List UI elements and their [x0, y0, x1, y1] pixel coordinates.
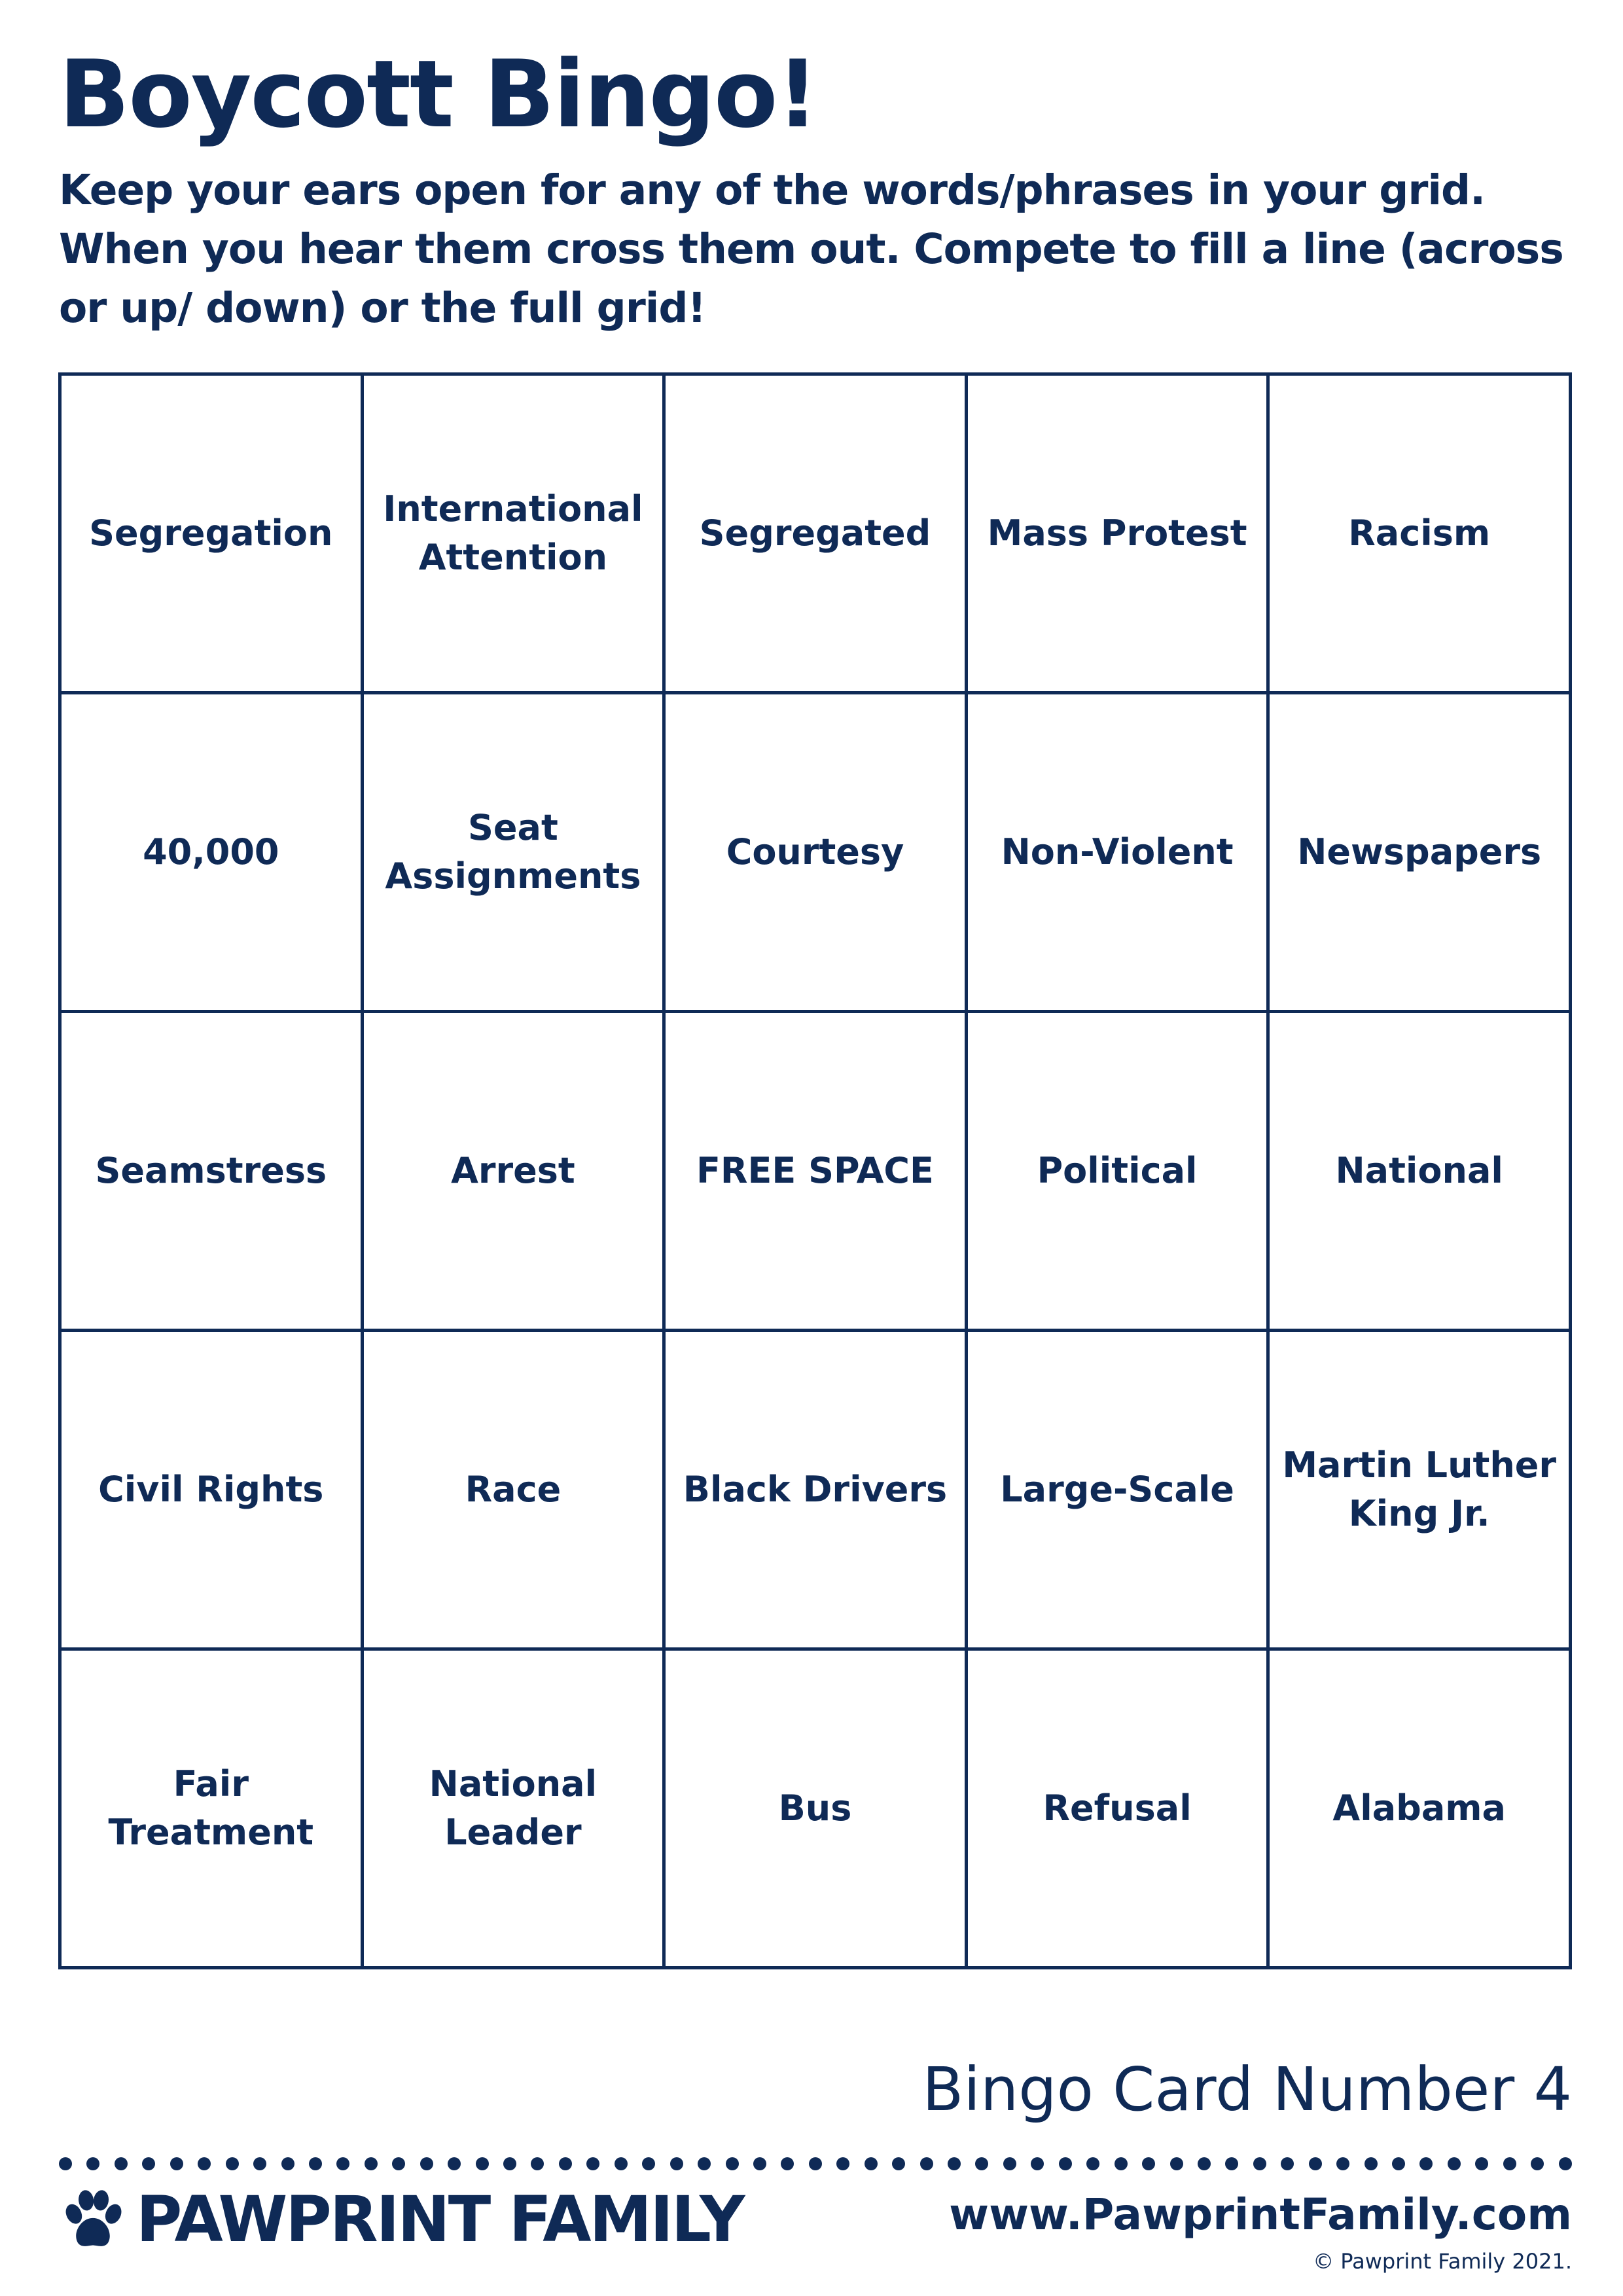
divider-dot: [1115, 2157, 1128, 2170]
page-title: Boycott Bingo!: [59, 41, 818, 149]
bingo-cell[interactable]: [364, 1013, 666, 1332]
divider-dot: [1531, 2157, 1544, 2170]
bingo-cell-label: Arrest: [451, 1150, 575, 1191]
card-number-label: Bingo Card Number 4: [922, 2054, 1572, 2125]
bingo-cell-label: Civil Rights: [98, 1469, 324, 1510]
bingo-cell-label: FREE SPACE: [696, 1150, 934, 1191]
divider-dot: [726, 2157, 739, 2170]
bingo-cell-label: National Leader: [429, 1763, 597, 1853]
divider-dot: [253, 2157, 266, 2170]
divider-dot: [559, 2157, 572, 2170]
divider-dot: [86, 2157, 99, 2170]
divider-dot: [170, 2157, 183, 2170]
bingo-cell[interactable]: [968, 376, 1270, 694]
instructions-text: Keep your ears open for any of the words/phrases in your grid. When you hear them cross them out. Compete to fill a line (across or up/ down) or the full grid!: [59, 166, 1563, 332]
bingo-cell[interactable]: [62, 1013, 364, 1332]
divider-dot: [309, 2157, 322, 2170]
divider-dot: [476, 2157, 489, 2170]
bingo-cell-label: Newspapers: [1297, 831, 1542, 872]
bingo-cell[interactable]: [968, 1332, 1270, 1651]
divider-dot: [1086, 2157, 1099, 2170]
divider-dot: [781, 2157, 794, 2170]
bingo-cell[interactable]: [62, 376, 364, 694]
divider-dot: [1448, 2157, 1461, 2170]
bingo-cell[interactable]: [1270, 1332, 1572, 1651]
bingo-cell[interactable]: [666, 1651, 968, 1969]
bingo-cell[interactable]: [62, 1332, 364, 1651]
divider-dot: [392, 2157, 405, 2170]
bingo-cell[interactable]: [62, 694, 364, 1013]
bingo-cell[interactable]: [1270, 1013, 1572, 1332]
bingo-cell[interactable]: [62, 1651, 364, 1969]
bingo-cell-label: Seat Assignments: [385, 807, 641, 897]
divider-dot: [948, 2157, 961, 2170]
bingo-cell[interactable]: [968, 1013, 1270, 1332]
bingo-cell[interactable]: [666, 1332, 968, 1651]
bingo-cell-label: 40,000: [143, 831, 279, 872]
divider-dot: [836, 2157, 849, 2170]
divider-dot: [336, 2157, 349, 2170]
bingo-cell-label: Segregated: [699, 512, 931, 554]
divider-dot: [1392, 2157, 1405, 2170]
bingo-cell-label: Non-Violent: [1001, 831, 1234, 872]
bingo-cell-label: Mass Protest: [987, 512, 1247, 554]
divider-dot: [1142, 2157, 1155, 2170]
website-link[interactable]: www.PawprintFamily.com: [949, 2189, 1572, 2240]
bingo-cell-label: Large-Scale: [1000, 1469, 1234, 1510]
divider-dot: [865, 2157, 878, 2170]
brand-name: PAWPRINT FAMILY: [136, 2183, 743, 2256]
divider-dot: [1559, 2157, 1572, 2170]
bingo-cell[interactable]: [364, 1332, 666, 1651]
divider-dot: [753, 2157, 766, 2170]
copyright-notice: © Pawprint Family 2021.: [1313, 2249, 1572, 2274]
bingo-cell-label: Refusal: [1043, 1787, 1192, 1829]
divider-dot: [698, 2157, 711, 2170]
divider-dot: [1198, 2157, 1211, 2170]
divider-dot: [1309, 2157, 1322, 2170]
bingo-cell[interactable]: [968, 694, 1270, 1013]
bingo-cell-label: Courtesy: [726, 831, 904, 872]
bingo-cell[interactable]: [364, 1651, 666, 1969]
divider-dot: [365, 2157, 378, 2170]
divider-dot: [198, 2157, 211, 2170]
bingo-cell-label: International Attention: [383, 488, 643, 578]
divider-dot: [142, 2157, 155, 2170]
bingo-cell-label: Race: [465, 1469, 562, 1510]
bingo-cell-label: National: [1335, 1150, 1503, 1191]
divider-dot: [1031, 2157, 1044, 2170]
divider-dot: [1336, 2157, 1349, 2170]
divider-dot: [1475, 2157, 1488, 2170]
bingo-cell[interactable]: [364, 376, 666, 694]
bingo-cell[interactable]: [666, 376, 968, 694]
bingo-cell-label: Segregation: [89, 512, 333, 554]
bingo-cell-label: Fair Treatment: [108, 1763, 314, 1853]
divider-dot: [1364, 2157, 1378, 2170]
divider-dot: [642, 2157, 655, 2170]
divider-dot: [892, 2157, 905, 2170]
divider-dot: [586, 2157, 599, 2170]
divider-dot: [59, 2157, 72, 2170]
divider-dot: [1503, 2157, 1516, 2170]
bingo-cell-label: Seamstress: [95, 1150, 327, 1191]
bingo-cell-label: Alabama: [1332, 1787, 1506, 1829]
divider-dot: [420, 2157, 433, 2170]
bingo-cell[interactable]: [1270, 1651, 1572, 1969]
divider-dot: [1225, 2157, 1238, 2170]
brand-logo: [59, 2183, 743, 2255]
divider-dot: [670, 2157, 683, 2170]
divider-dot: [531, 2157, 544, 2170]
bingo-cell[interactable]: [1270, 694, 1572, 1013]
paw-print-icon: [59, 2185, 127, 2253]
divider-dot: [615, 2157, 628, 2170]
divider-dot: [920, 2157, 933, 2170]
divider-dot: [1281, 2157, 1294, 2170]
bingo-cell-label: Black Drivers: [683, 1469, 948, 1510]
bingo-cell[interactable]: [1270, 376, 1572, 694]
divider-dot: [503, 2157, 516, 2170]
divider-dot: [115, 2157, 128, 2170]
bingo-cell[interactable]: [968, 1651, 1270, 1969]
divider-dot: [448, 2157, 461, 2170]
bingo-cell-label: Political: [1037, 1150, 1198, 1191]
divider-dot: [226, 2157, 239, 2170]
divider-dot: [1059, 2157, 1072, 2170]
bingo-cell[interactable]: [364, 694, 666, 1013]
divider-dot: [1003, 2157, 1016, 2170]
bingo-cell-label: Racism: [1348, 512, 1491, 554]
bingo-grid: [58, 372, 1572, 1969]
divider-dot: [1253, 2157, 1266, 2170]
bingo-cell-label: Martin Luther King Jr.: [1282, 1444, 1557, 1534]
divider-dot: [975, 2157, 988, 2170]
bingo-cell-label: Bus: [778, 1787, 852, 1829]
divider-dot: [1419, 2157, 1433, 2170]
divider-dot: [281, 2157, 294, 2170]
dotted-divider: [59, 2156, 1572, 2172]
divider-dot: [1170, 2157, 1183, 2170]
divider-dot: [809, 2157, 822, 2170]
bingo-cell[interactable]: [666, 1013, 968, 1332]
bingo-cell[interactable]: [666, 694, 968, 1013]
